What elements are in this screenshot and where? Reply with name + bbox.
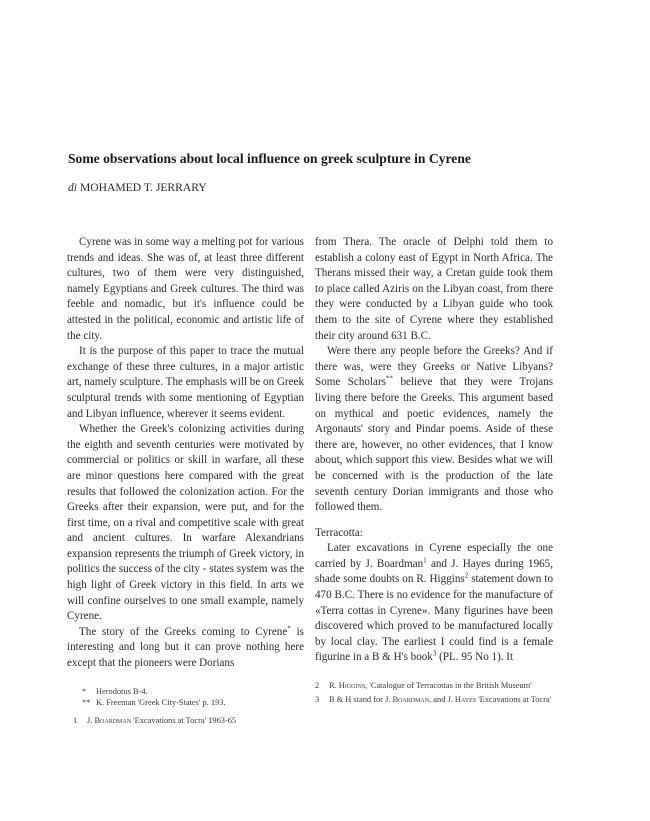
paragraph xyxy=(315,344,553,516)
footnote-text: Herodotus B-4. xyxy=(96,687,148,696)
paragraph xyxy=(67,625,304,672)
footnote-text: 'Excavations at Tocra' xyxy=(476,695,552,704)
text-span: believe that they were Trojans living there before the Greeks. This argument based on mythical and poetic evidences, namely the Argonauts' story and Pindar poems. Aside of these there are, however, no other evidences, that I know about, which support this view. Besides what we will be concerned with is the production of the late seventh century Dorian immigrants and those who followed them. xyxy=(315,376,554,514)
author-smallcaps: J. Boardman xyxy=(87,716,132,725)
text-span: Were there any people before the Greeks? And if there was, were they Greeks or Native Libyans? Some Scholars xyxy=(315,345,553,389)
author-smallcaps: J. Boardman xyxy=(385,695,430,704)
paragraph: from Thera. The oracle of Delphi told them to establish a colony east of Egypt in North Africa. The Therans missed their way, a Cretan guide took them to place called Aziris on the Libyan coast, from there they were conducted by a Libyan guide who took them to the site of Cyrene where they established their city around 631 B.C. xyxy=(315,236,553,342)
footnote-marker: 1 xyxy=(73,716,78,725)
text-span: (PL. 95 No 1). It xyxy=(436,651,514,664)
text-span: and J. Hayes during 1965, shade some doubts on R. Higgins xyxy=(315,557,553,586)
author-smallcaps: J. Hayes xyxy=(447,695,477,704)
left-column xyxy=(67,235,304,672)
author-smallcaps: R. Higgins xyxy=(329,681,366,690)
paper-title: Some observations about local influence on greek sculpture in Cyrene xyxy=(68,151,471,166)
footnote-text: B & H stand for xyxy=(329,695,386,704)
text-span: Later excavations in Cyrene especially the one carried by J. Boardman xyxy=(315,542,553,570)
footnote-text: , 'Catalogue of Terracottas in the British Museum' xyxy=(365,681,532,690)
footnote-marker: 2 xyxy=(464,571,469,580)
right-column xyxy=(315,235,553,666)
paragraph: It is the purpose of this paper to trace the mutual exchange of these three cultures, in a major artistic art, namely sculpture. The emphasis will be on Greek sculptural trends with some mentioning of Egyptian and Libyan influence, wherever it seems evident. xyxy=(67,345,305,420)
footnote-text: , and xyxy=(429,695,448,704)
footnote-marker: ** xyxy=(82,698,91,707)
footnote xyxy=(315,680,555,691)
section-heading: Terracotta: xyxy=(315,526,363,539)
byline-di: di xyxy=(68,181,78,194)
footnote-marker: * xyxy=(82,687,87,696)
footnotes-right xyxy=(315,680,555,705)
footnote-text: 'Excavations at Tocra' 1963-65 xyxy=(131,716,237,725)
footnote xyxy=(82,686,292,697)
text-span: The story of the Greeks coming to Cyrene xyxy=(79,625,288,638)
footnote-marker: 3 xyxy=(432,649,437,658)
footnote-marker: 3 xyxy=(315,695,320,704)
footnotes-left-bottom xyxy=(73,715,293,726)
footnote-marker: ** xyxy=(385,374,393,383)
paragraph: Whether the Greek's colonizing activities during the eighth and seventh centuries were motivated by commercial or politics or skill in warfare, all these are minor questions here compared with the great results that followed the colonization action. For the Greeks after their expansion, were put, and for the first time, on a rival and competitive scale with great and ancient cultures. In warfare Alexandrians expansion represents the triumph of Greek victory, in politics the success of the city - states system was the high light of Greek victory in this field. In arts we will confine ourselves to one small example, namely Cyrene. xyxy=(67,423,304,623)
author-name: MOHAMED T. JERRARY xyxy=(79,181,207,194)
paragraph: Cyrene was in some way a melting pot for various trends and ideas. She was of, at least three different cultures, two of them were very distinguished, namely Egyptians and Greek cultures. The third was feeble and nomadic, but it's influence could be attested in the political, economic and artistic life of the city. xyxy=(67,236,304,342)
footnote-marker: * xyxy=(287,624,291,633)
byline xyxy=(68,180,207,196)
text-span: is interesting and long but it can prove nothing here except that the pioneers were Dorians xyxy=(67,625,304,670)
footnote xyxy=(73,715,293,726)
footnote-marker: 2 xyxy=(315,681,320,690)
footnote xyxy=(315,694,555,705)
footnote xyxy=(82,697,292,708)
footnote-marker: 1 xyxy=(423,556,427,565)
paragraph xyxy=(315,541,553,666)
text-span: statement down to 470 B.C. There is no evidence for the manufacture of «Terra cottas in Cyrene». Many figurines have been discovered which proved to be manufactured locally by local clay. The earliest I could find is a female figurine in a B & H's book xyxy=(315,573,553,664)
footnote-text: K. Freeman 'Greek City-States' p. 193. xyxy=(96,698,226,707)
footnotes-left-top xyxy=(82,686,292,708)
